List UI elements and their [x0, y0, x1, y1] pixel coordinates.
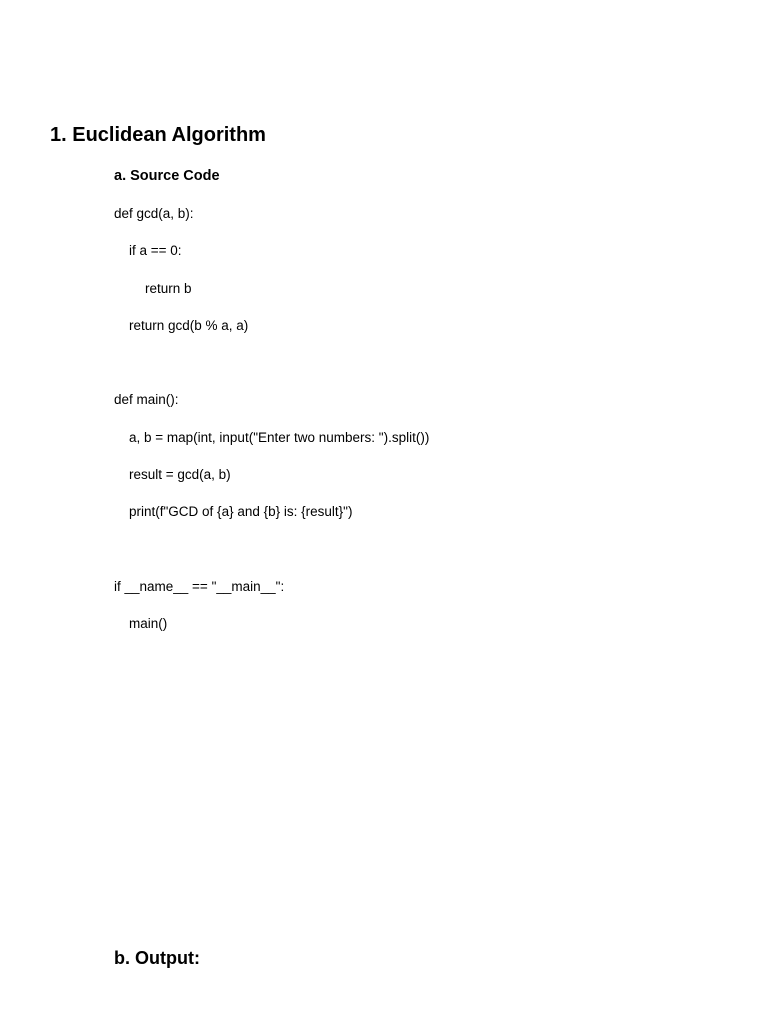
code-line: def main(): — [114, 392, 179, 408]
code-line: if a == 0: — [129, 243, 182, 259]
source-code-block — [114, 205, 714, 653]
source-code-heading: a. Source Code — [114, 168, 220, 184]
code-line: return gcd(b % a, a) — [129, 317, 249, 333]
output-heading: b. Output: — [114, 948, 200, 968]
code-line-blank — [114, 541, 714, 578]
section-title: 1. Euclidean Algorithm — [50, 124, 266, 146]
code-line: def gcd(a, b): — [114, 206, 194, 221]
code-line: result = gcd(a, b) — [129, 467, 231, 483]
code-line: if __name__ == "__main__": — [114, 578, 285, 594]
code-line: main() — [129, 616, 168, 632]
code-line: a, b = map(int, input("Enter two numbers: ").split()) — [129, 429, 430, 445]
code-line: return b — [145, 280, 192, 296]
code-line: print(f"GCD of {a} and {b} is: {result}") — [129, 504, 353, 520]
code-line-blank — [114, 354, 714, 391]
